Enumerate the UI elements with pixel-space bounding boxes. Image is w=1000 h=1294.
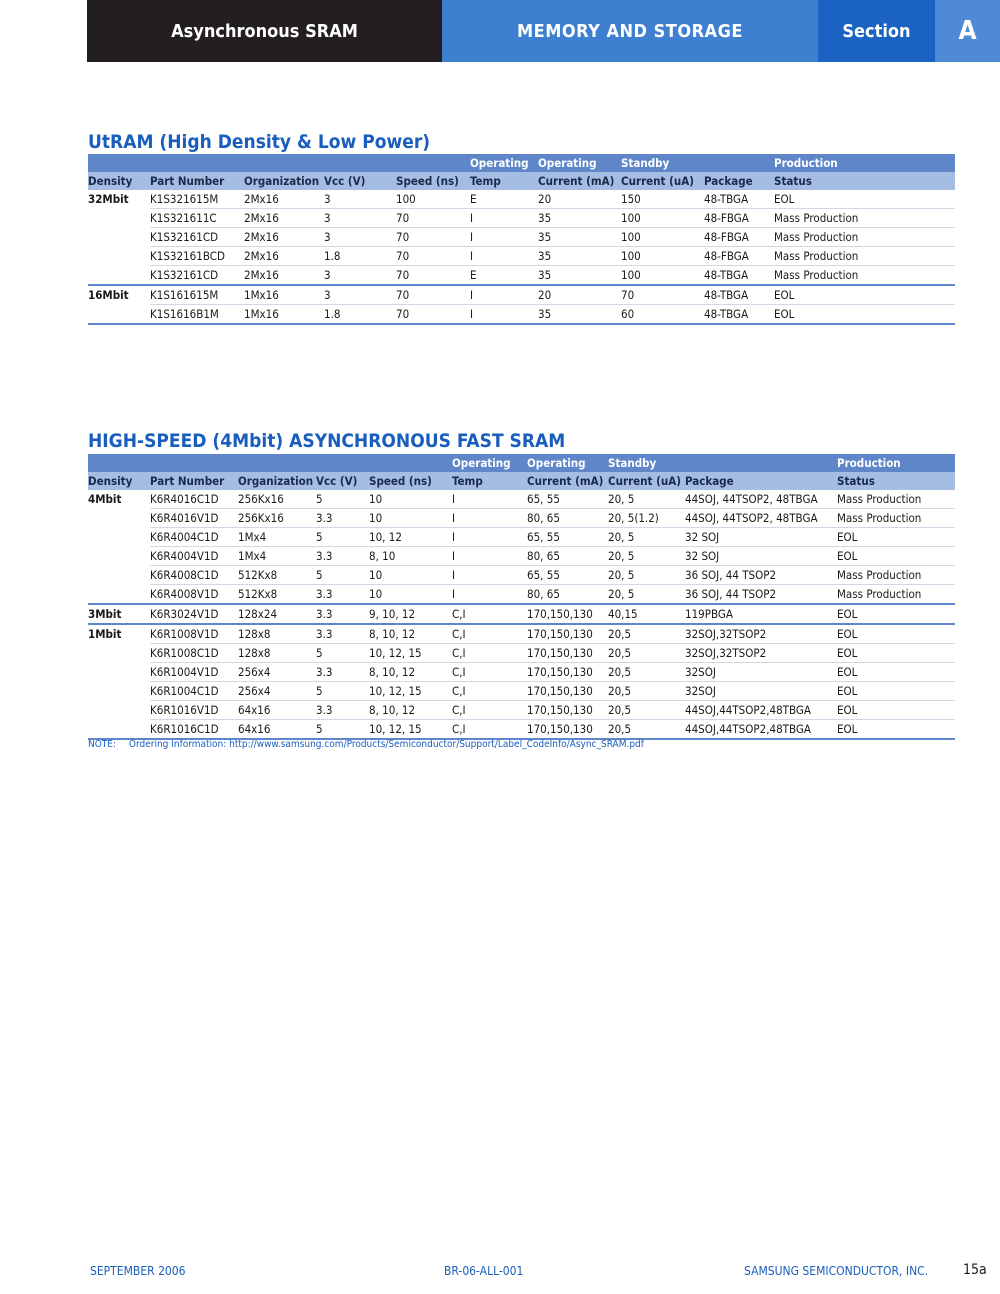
density-cell <box>88 682 150 701</box>
table-cell: 100 <box>621 209 704 228</box>
table-cell: 512Kx8 <box>238 566 316 585</box>
table-cell: 170,150,130 <box>527 663 608 682</box>
table-cell: K6R4016C1D <box>150 490 238 509</box>
table-cell: 20, 5 <box>608 528 685 547</box>
table-cell: Mass Production <box>774 247 955 266</box>
table-cell: C,I <box>452 663 527 682</box>
column-header-top: Production <box>837 454 955 472</box>
column-header-top <box>88 454 150 472</box>
table-cell: 8, 10 <box>369 547 452 566</box>
table-cell: 36 SOJ, 44 TSOP2 <box>685 585 837 605</box>
header-section-label: Section <box>818 0 935 62</box>
table-cell: 170,150,130 <box>527 682 608 701</box>
table-cell: 1Mx16 <box>244 305 324 325</box>
table-row <box>88 305 955 325</box>
table-cell: 10 <box>369 490 452 509</box>
table-cell: 3.3 <box>316 585 369 605</box>
table-cell: 70 <box>396 209 470 228</box>
table-cell: 70 <box>621 285 704 305</box>
table-cell: 256x4 <box>238 682 316 701</box>
density-cell: 4Mbit <box>88 492 122 507</box>
table-cell: 10, 12, 15 <box>369 720 452 740</box>
table-row <box>88 285 955 305</box>
table-cell: 64x16 <box>238 701 316 720</box>
table-row <box>88 547 955 566</box>
column-header-top <box>685 454 837 472</box>
table-row <box>88 585 955 605</box>
table-cell: Mass Production <box>837 585 955 605</box>
table-cell: 35 <box>538 305 621 325</box>
table-row <box>88 490 955 509</box>
column-header: Speed (ns) <box>369 472 452 490</box>
fastsram-table <box>88 454 955 740</box>
table-cell: 65, 55 <box>527 490 608 509</box>
column-header: Status <box>837 472 955 490</box>
table-cell: 20 <box>538 285 621 305</box>
table-cell: 170,150,130 <box>527 644 608 663</box>
table-cell: 20,5 <box>608 644 685 663</box>
header-section-letter: A <box>935 0 1000 62</box>
table-row <box>88 624 955 644</box>
table-row <box>88 663 955 682</box>
table-cell: I <box>452 528 527 547</box>
table-cell: 150 <box>621 190 704 209</box>
table-row <box>88 509 955 528</box>
table-cell: 20, 5 <box>608 547 685 566</box>
table-cell: I <box>470 305 538 325</box>
column-header: Temp <box>470 172 538 190</box>
table-cell: I <box>452 509 527 528</box>
density-cell <box>88 305 150 325</box>
table-cell: 32SOJ,32TSOP2 <box>685 624 837 644</box>
table-cell: 3.3 <box>316 624 369 644</box>
table-row <box>88 682 955 701</box>
table-row <box>88 190 955 209</box>
table-cell: 170,150,130 <box>527 624 608 644</box>
column-header-top <box>316 454 369 472</box>
table-cell: 100 <box>621 247 704 266</box>
table-cell: 70 <box>396 305 470 325</box>
table-cell: Mass Production <box>837 509 955 528</box>
column-header: Package <box>704 172 774 190</box>
table-cell: K1S321615M <box>150 190 244 209</box>
table-cell: 20, 5(1.2) <box>608 509 685 528</box>
header-topic: Asynchronous SRAM <box>87 0 442 62</box>
table-cell: E <box>470 266 538 286</box>
table-cell: 65, 55 <box>527 528 608 547</box>
table-cell: 32SOJ <box>685 682 837 701</box>
table-cell: 3 <box>324 285 396 305</box>
table-cell: 128x8 <box>238 644 316 663</box>
table-cell: K6R1016C1D <box>150 720 238 740</box>
utram-header-row <box>88 172 955 190</box>
table-cell: 70 <box>396 285 470 305</box>
table-cell: I <box>452 547 527 566</box>
density-cell <box>88 663 150 682</box>
table-cell: 1.8 <box>324 247 396 266</box>
column-header: Part Number <box>150 472 238 490</box>
table-cell: K6R4004C1D <box>150 528 238 547</box>
table-cell: 5 <box>316 720 369 740</box>
table-cell: C,I <box>452 720 527 740</box>
table-cell: 60 <box>621 305 704 325</box>
table-cell: 44SOJ,44TSOP2,48TBGA <box>685 720 837 740</box>
table-cell: 119PBGA <box>685 604 837 624</box>
table-row <box>88 528 955 547</box>
table-cell: C,I <box>452 701 527 720</box>
table-cell: K6R1016V1D <box>150 701 238 720</box>
density-cell: 1Mbit <box>88 627 122 642</box>
table-cell: 100 <box>621 266 704 286</box>
column-header-top: Standby <box>608 454 685 472</box>
table-cell: 3 <box>324 209 396 228</box>
column-header-top: Production <box>774 154 955 172</box>
table-cell: EOL <box>774 285 955 305</box>
column-header: Density <box>88 172 150 190</box>
table-cell: 32 SOJ <box>685 547 837 566</box>
table-row <box>88 209 955 228</box>
table-cell: 32SOJ,32TSOP2 <box>685 644 837 663</box>
table-cell: 20 <box>538 190 621 209</box>
density-cell <box>88 528 150 547</box>
column-header-top: Operating <box>527 454 608 472</box>
column-header-top <box>88 154 150 172</box>
table-cell: 10 <box>369 509 452 528</box>
column-header: Current (mA) <box>538 172 621 190</box>
table-cell: 10, 12, 15 <box>369 644 452 663</box>
table-cell: 3.3 <box>316 547 369 566</box>
column-header: Organization <box>238 472 316 490</box>
table-cell: C,I <box>452 682 527 701</box>
table-cell: 3.3 <box>316 604 369 624</box>
column-header: Package <box>685 472 837 490</box>
table-cell: 256Kx16 <box>238 490 316 509</box>
table-cell: 10, 12, 15 <box>369 682 452 701</box>
utram-header-row-top <box>88 154 955 172</box>
density-cell <box>88 720 150 740</box>
table-cell: 5 <box>316 528 369 547</box>
table-cell: 44SOJ,44TSOP2,48TBGA <box>685 701 837 720</box>
table-cell: 3.3 <box>316 509 369 528</box>
density-cell <box>88 509 150 528</box>
table-cell: 44SOJ, 44TSOP2, 48TBGA <box>685 509 837 528</box>
table-cell: 48-FBGA <box>704 228 774 247</box>
column-header-top: Standby <box>621 154 704 172</box>
column-header: Current (uA) <box>608 472 685 490</box>
table-cell: 9, 10, 12 <box>369 604 452 624</box>
table-row <box>88 720 955 740</box>
table-cell: 48-TBGA <box>704 266 774 286</box>
density-cell <box>88 585 150 605</box>
table-cell: 512Kx8 <box>238 585 316 605</box>
table-cell: 128x8 <box>238 624 316 644</box>
table-cell: 5 <box>316 490 369 509</box>
table-cell: 35 <box>538 228 621 247</box>
table-cell: 100 <box>621 228 704 247</box>
table-cell: 20,5 <box>608 720 685 740</box>
column-header: Current (uA) <box>621 172 704 190</box>
column-header: Vcc (V) <box>324 172 396 190</box>
density-cell <box>88 209 150 228</box>
table-cell: K1S161615M <box>150 285 244 305</box>
table-cell: K6R1004V1D <box>150 663 238 682</box>
density-cell: 32Mbit <box>88 192 129 207</box>
table-cell: 48-TBGA <box>704 305 774 325</box>
table-cell: 3.3 <box>316 701 369 720</box>
footer-date: SEPTEMBER 2006 <box>90 1264 186 1278</box>
table-cell: 36 SOJ, 44 TSOP2 <box>685 566 837 585</box>
fastsram-header-row-top <box>88 454 955 472</box>
table-cell: 8, 10, 12 <box>369 663 452 682</box>
table-cell: 5 <box>316 566 369 585</box>
density-cell: 16Mbit <box>88 288 129 303</box>
table-cell: 20,5 <box>608 663 685 682</box>
density-cell <box>88 566 150 585</box>
table-cell: 100 <box>396 190 470 209</box>
table-cell: EOL <box>837 624 955 644</box>
table-cell: I <box>452 566 527 585</box>
table-row <box>88 566 955 585</box>
density-cell <box>88 644 150 663</box>
table-cell: 10, 12 <box>369 528 452 547</box>
table-cell: 35 <box>538 247 621 266</box>
table-cell: E <box>470 190 538 209</box>
table-cell: 1Mx4 <box>238 547 316 566</box>
table-cell: 70 <box>396 266 470 286</box>
column-header: Part Number <box>150 172 244 190</box>
column-header-top: Operating <box>452 454 527 472</box>
column-header: Status <box>774 172 955 190</box>
table-cell: 128x24 <box>238 604 316 624</box>
column-header-top <box>369 454 452 472</box>
table-cell: 20,5 <box>608 682 685 701</box>
table-cell: 80, 65 <box>527 509 608 528</box>
table-cell: 2Mx16 <box>244 266 324 286</box>
table-cell: K1S1616B1M <box>150 305 244 325</box>
table-row <box>88 247 955 266</box>
table-cell: Mass Production <box>774 228 955 247</box>
table-cell: K6R4004V1D <box>150 547 238 566</box>
table-row <box>88 604 955 624</box>
table-cell: K1S321611C <box>150 209 244 228</box>
table-cell: C,I <box>452 604 527 624</box>
table-cell: K6R1008V1D <box>150 624 238 644</box>
utram-title: UtRAM (High Density & Low Power) <box>88 131 431 153</box>
table-cell: 3 <box>324 228 396 247</box>
table-cell: 48-TBGA <box>704 285 774 305</box>
table-cell: 70 <box>396 228 470 247</box>
fastsram-header-row <box>88 472 955 490</box>
table-cell: 48-FBGA <box>704 247 774 266</box>
column-header: Density <box>88 472 150 490</box>
table-cell: 170,150,130 <box>527 604 608 624</box>
table-cell: K1S32161CD <box>150 266 244 286</box>
table-cell: Mass Production <box>774 209 955 228</box>
table-cell: K6R4008C1D <box>150 566 238 585</box>
column-header-top <box>704 154 774 172</box>
table-cell: Mass Production <box>837 566 955 585</box>
table-cell: 20,5 <box>608 624 685 644</box>
column-header-top <box>238 454 316 472</box>
table-cell: 5 <box>316 682 369 701</box>
table-cell: I <box>470 228 538 247</box>
table-cell: 10 <box>369 585 452 605</box>
table-cell: 3 <box>324 190 396 209</box>
table-cell: EOL <box>837 604 955 624</box>
note-text: Ordering Information: http://www.samsung.com/Products/Semiconductor/Support/Label_CodeInfo/Async_SRAM.pdf <box>128 739 644 750</box>
table-cell: 20, 5 <box>608 585 685 605</box>
table-cell: 48-FBGA <box>704 209 774 228</box>
header-category: MEMORY AND STORAGE <box>442 0 818 62</box>
note-label: NOTE: <box>88 739 117 750</box>
table-cell: C,I <box>452 644 527 663</box>
density-cell <box>88 228 150 247</box>
density-cell <box>88 547 150 566</box>
column-header-top <box>150 154 244 172</box>
table-cell: 64x16 <box>238 720 316 740</box>
column-header-top: Operating <box>538 154 621 172</box>
table-cell: K6R4016V1D <box>150 509 238 528</box>
table-cell: I <box>452 585 527 605</box>
table-cell: K6R1004C1D <box>150 682 238 701</box>
table-cell: 35 <box>538 266 621 286</box>
table-cell: 20, 5 <box>608 490 685 509</box>
utram-table <box>88 154 955 325</box>
table-cell: 70 <box>396 247 470 266</box>
table-cell: Mass Production <box>837 490 955 509</box>
table-row <box>88 266 955 286</box>
table-cell: 8, 10, 12 <box>369 701 452 720</box>
table-cell: K6R1008C1D <box>150 644 238 663</box>
table-cell: 1.8 <box>324 305 396 325</box>
table-cell: K6R3024V1D <box>150 604 238 624</box>
column-header: Temp <box>452 472 527 490</box>
table-row <box>88 228 955 247</box>
column-header-top <box>244 154 324 172</box>
table-cell: EOL <box>837 528 955 547</box>
table-cell: K6R4008V1D <box>150 585 238 605</box>
table-cell: 2Mx16 <box>244 247 324 266</box>
table-cell: I <box>470 209 538 228</box>
page-number: 15a <box>963 1262 987 1278</box>
column-header-top <box>396 154 470 172</box>
table-cell: 1Mx4 <box>238 528 316 547</box>
table-cell: 44SOJ, 44TSOP2, 48TBGA <box>685 490 837 509</box>
table-cell: EOL <box>837 682 955 701</box>
footer-doc-id: BR-06-ALL-001 <box>444 1264 524 1278</box>
fastsram-title: HIGH-SPEED (4Mbit) ASYNCHRONOUS FAST SRAM <box>88 430 566 452</box>
table-cell: 80, 65 <box>527 547 608 566</box>
table-cell: 2Mx16 <box>244 209 324 228</box>
density-cell: 3Mbit <box>88 604 150 624</box>
table-cell: 256x4 <box>238 663 316 682</box>
table-cell: 8, 10, 12 <box>369 624 452 644</box>
table-cell: 80, 65 <box>527 585 608 605</box>
table-cell: EOL <box>774 190 955 209</box>
table-cell: EOL <box>774 305 955 325</box>
table-cell: I <box>452 490 527 509</box>
footer-company: SAMSUNG SEMICONDUCTOR, INC. <box>744 1264 929 1278</box>
table-cell: 65, 55 <box>527 566 608 585</box>
table-cell: EOL <box>837 701 955 720</box>
table-cell: 5 <box>316 644 369 663</box>
density-cell <box>88 266 150 286</box>
table-cell: 20,5 <box>608 701 685 720</box>
table-cell: 170,150,130 <box>527 720 608 740</box>
table-cell: K1S32161CD <box>150 228 244 247</box>
table-cell: 256Kx16 <box>238 509 316 528</box>
column-header-top <box>324 154 396 172</box>
table-cell: 10 <box>369 566 452 585</box>
table-cell: 35 <box>538 209 621 228</box>
column-header: Vcc (V) <box>316 472 369 490</box>
table-cell: 170,150,130 <box>527 701 608 720</box>
table-cell: I <box>470 247 538 266</box>
column-header: Current (mA) <box>527 472 608 490</box>
table-cell: 20, 5 <box>608 566 685 585</box>
table-cell: 3.3 <box>316 663 369 682</box>
table-cell: Mass Production <box>774 266 955 286</box>
table-cell: EOL <box>837 547 955 566</box>
column-header-top: Operating <box>470 154 538 172</box>
table-cell: 48-TBGA <box>704 190 774 209</box>
table-cell: 1Mx16 <box>244 285 324 305</box>
table-row <box>88 701 955 720</box>
table-cell: 40,15 <box>608 604 685 624</box>
column-header: Organization <box>244 172 324 190</box>
table-cell: EOL <box>837 720 955 740</box>
table-cell: 32SOJ <box>685 663 837 682</box>
table-cell: EOL <box>837 663 955 682</box>
density-cell <box>88 701 150 720</box>
table-row <box>88 644 955 663</box>
table-cell: EOL <box>837 644 955 663</box>
table-cell: 2Mx16 <box>244 190 324 209</box>
table-cell: 32 SOJ <box>685 528 837 547</box>
table-cell: C,I <box>452 624 527 644</box>
page-header <box>87 0 1000 62</box>
table-cell: 2Mx16 <box>244 228 324 247</box>
table-cell: 3 <box>324 266 396 286</box>
column-header: Speed (ns) <box>396 172 470 190</box>
ordering-note <box>88 739 644 750</box>
table-cell: K1S32161BCD <box>150 247 244 266</box>
column-header-top <box>150 454 238 472</box>
density-cell <box>88 247 150 266</box>
table-cell: I <box>470 285 538 305</box>
